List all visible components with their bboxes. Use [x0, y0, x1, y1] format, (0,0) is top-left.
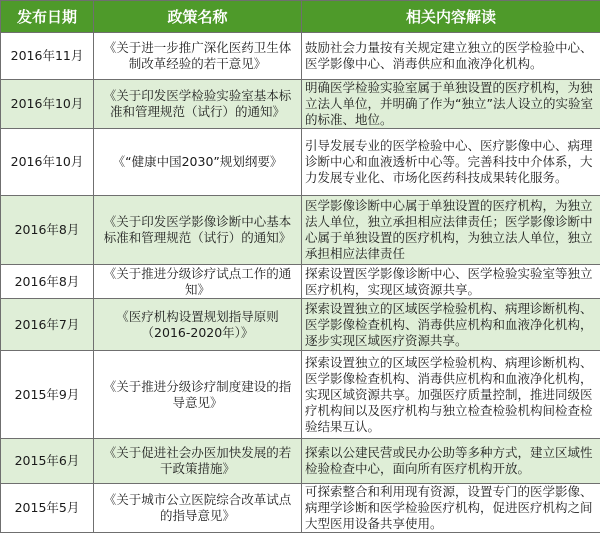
row-date: 2015年9月: [1, 351, 94, 439]
row-policy-name: 《关于城市公立医院综合改革试点的指导意见》: [94, 484, 302, 533]
header-date: 发布日期: [1, 1, 94, 33]
row-content: 明确医学检验实验室属于单独设置的医疗机构，为独立法人单位，并明确了作为“独立”法人设立的实验室的标准、地位。: [302, 80, 600, 129]
row-content: 探索设置独立的区域医学检验机构、病理诊断机构、医学影像检查机构、消毒供应机构和血液净化机构，逐步实现区域医疗资源共享。: [302, 299, 600, 351]
row-content: 医学影像诊断中心属于单独设置的医疗机构，为独立法人单位，独立承担相应法律责任；医学影像诊断中心属于单独设置的医疗机构，为独立法人单位，独立承担相应法律责任: [302, 196, 600, 265]
row-date: 2016年7月: [1, 299, 94, 351]
row-policy-name: 《关于推进分级诊疗制度建设的指导意见》: [94, 351, 302, 439]
row-date: 2016年8月: [1, 196, 94, 265]
table-row: [1, 439, 600, 484]
header-policy-name: 政策名称: [94, 1, 302, 33]
row-content: 引导发展专业的医学检验中心、医疗影像中心、病理诊断中心和血液透析中心等。完善科技中介体系，大力发展专业化、市场化医药科技成果转化服务。: [302, 129, 600, 196]
row-content: 鼓励社会力量按有关规定建立独立的医学检验中心、医学影像中心、消毒供应和血液净化机构。: [302, 33, 600, 80]
row-date: 2016年8月: [1, 265, 94, 299]
table-row: [1, 129, 600, 196]
row-policy-name: 《医疗机构设置规划指导原则（2016-2020年）》: [94, 299, 302, 351]
row-date: 2015年5月: [1, 484, 94, 533]
table-row: [1, 351, 600, 439]
row-date: 2015年6月: [1, 439, 94, 484]
table-row: [1, 33, 600, 80]
row-content: 探索设置医学影像诊断中心、医学检验实验室等独立医疗机构，实现区域资源共享。: [302, 265, 600, 299]
table-row: [1, 299, 600, 351]
table-row: [1, 80, 600, 129]
row-content: 可探索整合和利用现有资源，设置专门的医学影像、病理学诊断和医学检验医疗机构，促进医疗机构之间大型医用设备共享使用。: [302, 484, 600, 533]
row-policy-name: 《关于促进社会办医加快发展的若干政策措施》: [94, 439, 302, 484]
row-date: 2016年10月: [1, 129, 94, 196]
table-row: [1, 196, 600, 265]
row-content: 探索设置独立的区域医学检验机构、病理诊断机构、医学影像检查机构、消毒供应机构和血液净化机构，实现区域资源共享。加强医疗质量控制，推进同级医疗机构间以及医疗机构与独立检查检验机构间检查检验结果互认。: [302, 351, 600, 439]
table-row: [1, 484, 600, 533]
table-row: [1, 265, 600, 299]
row-policy-name: 《关于印发医学影像诊断中心基本标准和管理规范（试行）的通知》: [94, 196, 302, 265]
table-header-row: [1, 1, 600, 33]
row-date: 2016年11月: [1, 33, 94, 80]
header-content: 相关内容解读: [302, 1, 600, 33]
row-policy-name: 《关于进一步推广深化医药卫生体制改革经验的若干意见》: [94, 33, 302, 80]
row-policy-name: 《关于推进分级诊疗试点工作的通知》: [94, 265, 302, 299]
row-date: 2016年10月: [1, 80, 94, 129]
row-policy-name: 《“健康中国2030”规划纲要》: [94, 129, 302, 196]
row-content: 探索以公建民营或民办公助等多种方式，建立区域性检验检查中心，面向所有医疗机构开放。: [302, 439, 600, 484]
row-policy-name: 《关于印发医学检验实验室基本标准和管理规范（试行）的通知》: [94, 80, 302, 129]
